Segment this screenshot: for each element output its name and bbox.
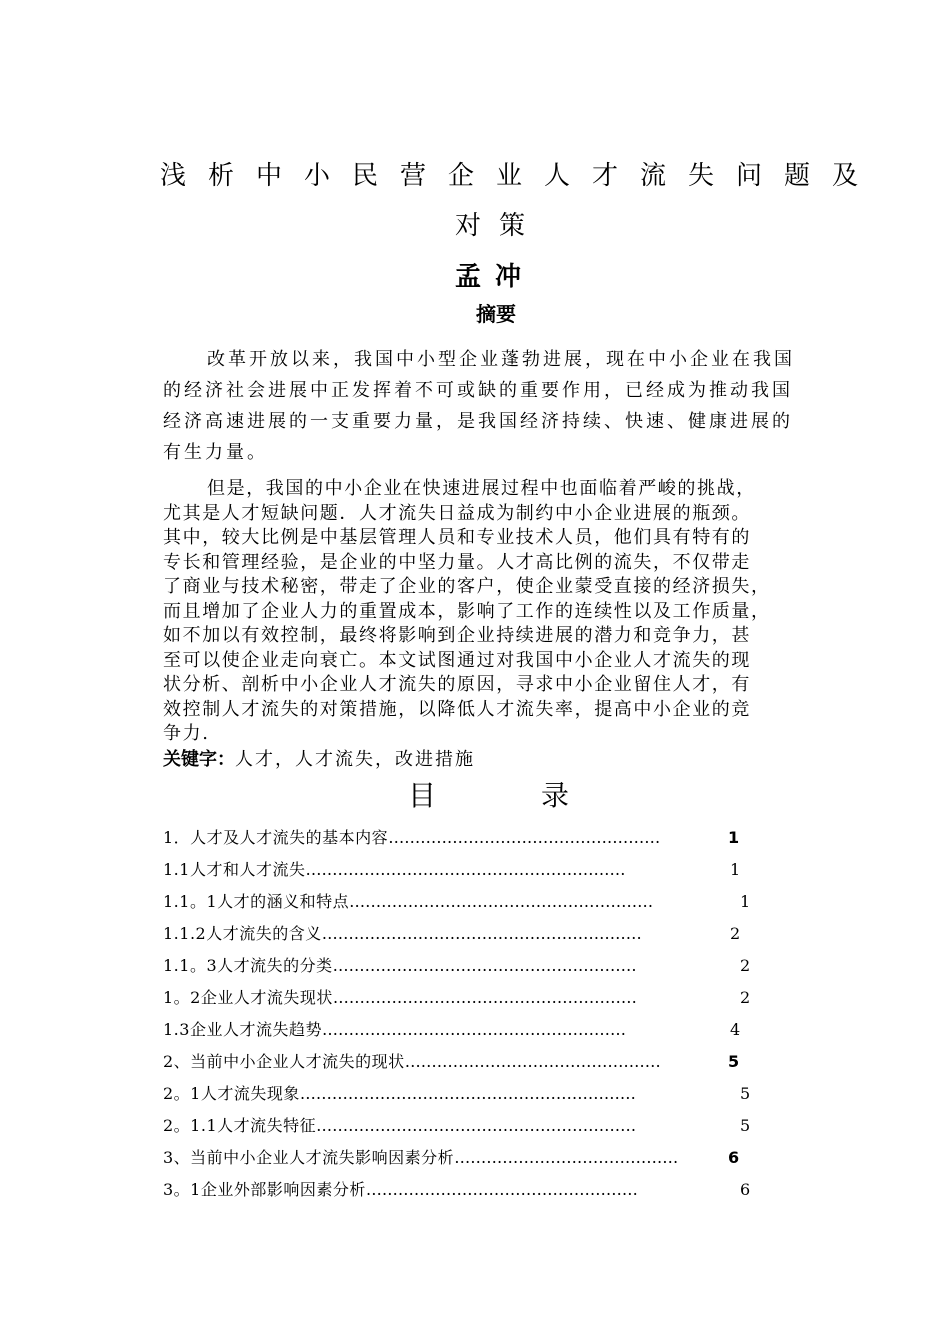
paragraph-line: 争力.	[163, 723, 210, 744]
toc-entry-leader: ……………………………………………………	[321, 924, 642, 943]
toc-entry-leader: ……………………………………………	[365, 1180, 638, 1199]
toc-entry-page-number: 2	[740, 988, 751, 1007]
toc-entry-page-number: 2	[730, 924, 741, 943]
toc-entry-label: 1.3企业人才流失趋势	[163, 1020, 322, 1039]
toc-entry-page-number: 5	[728, 1052, 740, 1071]
toc-entry-leader: ……………………………………………………	[305, 860, 626, 879]
toc-entry-page-number: 2	[740, 956, 751, 975]
paragraph-line: 的经济社会进展中正发挥着不可或缺的重要作用，已经成为推动我国	[163, 380, 793, 401]
toc-entry[interactable]	[163, 1110, 763, 1142]
toc-entry-leader: ……………………………………………	[388, 828, 661, 847]
paragraph-line: 状分析、剖析中小企业人才流失的原因，寻求中小企业留住人才，有	[163, 674, 751, 695]
toc-entry-leader: ……………………………………	[454, 1148, 679, 1167]
toc-entry[interactable]	[163, 1014, 763, 1046]
toc-entry-label: 1.1人才和人才流失	[163, 860, 306, 879]
abstract-paragraph-2	[163, 477, 771, 747]
toc-entry-leader: ………………………………………………………	[299, 1084, 636, 1103]
toc-entry-page-number: 1	[740, 892, 751, 911]
paragraph-line: 但是，我国的中小企业在快速进展过程中也面临着严峻的挑战，	[207, 478, 756, 499]
toc-entry-label: 2。1人才流失现象	[163, 1084, 300, 1103]
abstract-paragraph-1	[163, 344, 795, 468]
toc-entry-label: 1.1.2人才流失的含义	[163, 924, 322, 943]
toc-entry[interactable]	[163, 918, 763, 950]
toc-entry-leader: …………………………………………………	[349, 892, 654, 911]
toc-entry-label: 1.1。3人才流失的分类	[163, 956, 333, 975]
toc-entry-page-number: 5	[740, 1084, 751, 1103]
toc-entry[interactable]	[163, 854, 763, 886]
toc-heading-right: 录	[541, 779, 570, 812]
paragraph-line: 有生力量。	[163, 442, 268, 463]
toc-entry-leader: …………………………………………………	[332, 956, 637, 975]
toc-entry-page-number: 6	[728, 1148, 740, 1167]
toc-entry-page-number: 5	[740, 1116, 751, 1135]
toc-entry-label: 3。1企业外部影响因素分析	[163, 1180, 366, 1199]
keywords-text: 人才，人才流失，改进措施	[235, 749, 475, 770]
toc-entry-leader: ……………………………………………………	[316, 1116, 637, 1135]
paragraph-line: 其中，较大比例是中基层管理人员和专业技术人员，他们具有特有的	[163, 527, 751, 548]
toc-entry[interactable]	[163, 1046, 763, 1078]
toc-entry-label: 2。1.1人才流失特征	[163, 1116, 317, 1135]
author-name: 孟冲	[455, 262, 536, 292]
paragraph-line: 效控制人才流失的对策措施，以降低人才流失率，提高中小企业的竞	[163, 698, 751, 720]
toc-entry-label: 1。2企业人才流失现状	[163, 988, 333, 1007]
abstract-heading: 摘要	[476, 302, 516, 326]
document-title-line1: 浅析中小民营企业人才流失问题及	[160, 161, 881, 191]
keywords-label: 关键字：	[163, 749, 235, 770]
paragraph-line: 尤其是人才短缺问题．人才流失日益成为制约中小企业进展的瓶颈。	[163, 502, 751, 524]
toc-heading	[408, 774, 569, 814]
document-title-line2: 对策	[455, 211, 544, 241]
toc-entry[interactable]	[163, 982, 763, 1014]
paragraph-line: 改革开放以来，我国中小型企业蓬勃进展，现在中小企业在我国	[207, 349, 795, 370]
toc-entry[interactable]	[163, 822, 763, 854]
paragraph-line: 经济高速进展的一支重要力量，是我国经济持续、快速、健康进展的	[163, 411, 793, 432]
toc-entry-label: 2、当前中小企业人才流失的现状	[163, 1052, 405, 1071]
paragraph-line: 专长和管理经验，是企业的中坚力量。人才高比例的流失，不仅带走	[163, 551, 751, 573]
toc-entry-page-number: 4	[730, 1020, 741, 1039]
paragraph-line: 如不加以有效控制，最终将影响到企业持续进展的潜力和竞争力，甚	[163, 625, 751, 646]
toc-entry-label: 3、当前中小企业人才流失影响因素分析	[163, 1148, 455, 1167]
toc-entry[interactable]	[163, 886, 763, 918]
paragraph-line: 至可以使企业走向衰亡。本文试图通过对我国中小企业人才流失的现	[163, 649, 751, 671]
toc-entry-page-number: 6	[740, 1180, 751, 1199]
toc-entry-leader: …………………………………………………	[332, 988, 637, 1007]
toc-entry-label: 1．人才及人才流失的基本内容	[163, 828, 389, 847]
keywords-line	[163, 745, 475, 771]
toc-entry[interactable]	[163, 1174, 763, 1206]
toc-entry[interactable]	[163, 1078, 763, 1110]
toc-entry-label: 1.1。1人才的涵义和特点	[163, 892, 350, 911]
toc-entry-leader: …………………………………………	[404, 1052, 661, 1071]
table-of-contents	[163, 822, 763, 1206]
toc-entry-page-number: 1	[728, 828, 740, 847]
toc-heading-left: 目	[408, 779, 437, 812]
toc-entry-page-number: 1	[730, 860, 741, 879]
paragraph-line: 而且增加了企业人力的重置成本，影响了工作的连续性以及工作质量，	[163, 600, 771, 622]
toc-entry-leader: …………………………………………………	[321, 1020, 626, 1039]
toc-entry[interactable]	[163, 950, 763, 982]
paragraph-line: 了商业与技术秘密，带走了企业的客户，使企业蒙受直接的经济损失，	[163, 576, 771, 597]
toc-entry[interactable]	[163, 1142, 763, 1174]
